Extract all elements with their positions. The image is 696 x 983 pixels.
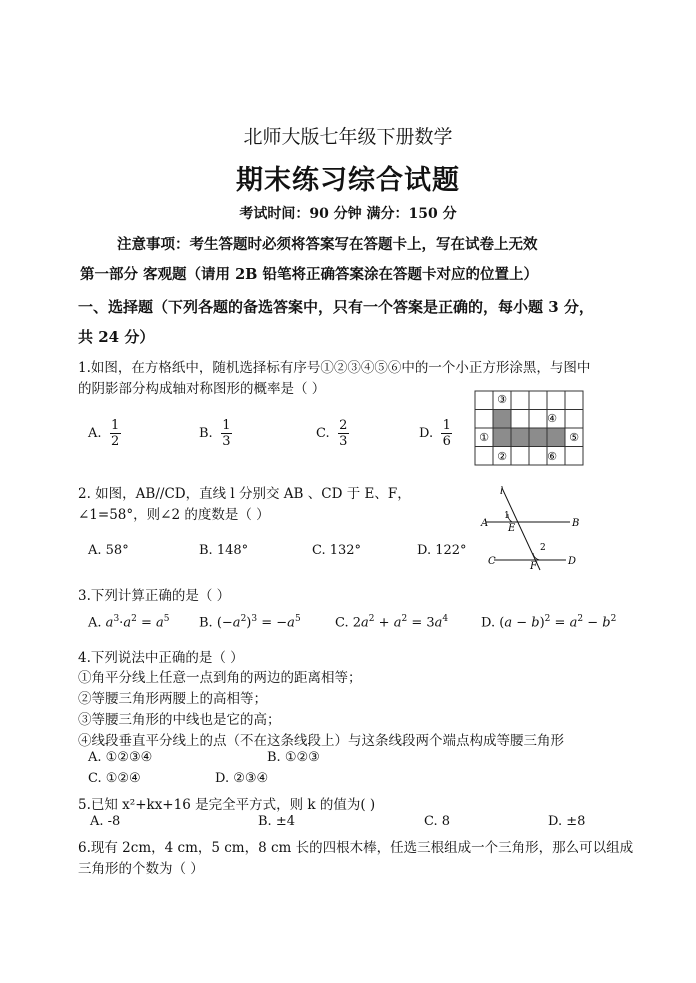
grid-cell	[475, 391, 493, 410]
grid-label-3: ③	[497, 393, 507, 406]
grid-label-1: ①	[479, 431, 489, 444]
q4-statement-2: ②等腰三角形两腰上的高相等；	[78, 691, 267, 707]
q4-stem: 4.下列说法中正确的是（ ）	[78, 650, 244, 666]
q3-option-c: C. $2a^2 + a^2 = 3a^4$	[335, 614, 449, 631]
grid-cell-shaded	[547, 428, 565, 447]
q2-option-a: A. 58°	[88, 543, 129, 558]
label-angle-1: 1	[504, 511, 510, 521]
grid-cell	[529, 391, 547, 410]
grid-label-4: ④	[547, 412, 557, 425]
label-f: F	[530, 561, 537, 572]
q3-option-d: D. $(a - b)^2 = a^2 - b^2$	[481, 614, 617, 631]
q2-option-b: B. 148°	[199, 543, 249, 558]
q4-statement-3: ③等腰三角形的中线也是它的高；	[78, 712, 281, 728]
grid-label-2: ②	[497, 450, 507, 463]
grid-cell-shaded	[511, 428, 529, 447]
grid-label-5: ⑤	[569, 431, 579, 444]
q5-option-c: C. 8	[424, 814, 451, 829]
q5-option-d: D. ±8	[548, 814, 586, 829]
q3-stem: 3.下列计算正确的是（ ）	[78, 588, 231, 604]
q2-stem-line2: ∠1=58°，则∠2 的度数是（ ）	[78, 507, 270, 523]
grid-cell	[511, 391, 529, 410]
q4-option-d: D. ②③④	[215, 771, 269, 786]
exam-title: 期末练习综合试题	[236, 165, 460, 196]
grid-cell	[475, 447, 493, 466]
q1-option-b: B. $\frac{1}{3}$	[199, 418, 231, 449]
exam-notice: 注意事项：考生答题时必须将答案写在答题卡上，写在试卷上无效	[117, 236, 538, 253]
label-angle-2: 2	[540, 543, 546, 553]
q4-option-c: C. ①②④	[88, 771, 141, 786]
angle-2-arc	[533, 553, 541, 560]
grid-cell-shaded	[529, 428, 547, 447]
q3-option-a: A. $a^3\cdot a^2 = a^5$	[88, 614, 170, 631]
grid-cell	[565, 391, 583, 410]
label-a: A	[481, 518, 489, 529]
q5-option-b: B. ±4	[258, 814, 295, 829]
label-c: C	[488, 556, 496, 567]
q1-option-c: C. $\frac{2}{3}$	[316, 418, 348, 449]
q6-stem-line2: 三角形的个数为（ ）	[78, 861, 204, 877]
q5-option-a: A. -8	[90, 814, 121, 829]
label-b: B	[572, 518, 580, 529]
part-label: 第一部分 客观题（请用 2B 铅笔将正确答案涂在答题卡对应的位置上）	[80, 266, 538, 283]
q1-option-a: A. $\frac{1}{2}$	[88, 418, 120, 449]
grid-label-6: ⑥	[547, 450, 557, 463]
exam-subtitle: 北师大版七年级下册数学	[243, 126, 453, 148]
q4-statement-1: ①角平分线上任意一点到角的两边的距离相等；	[78, 670, 362, 686]
grid-cell	[529, 410, 547, 429]
q1-option-d: D. $\frac{1}{6}$	[419, 418, 451, 449]
q4-statement-4: ④线段垂直平分线上的点（不在这条线段上）与这条线段两个端点构成等腰三角形	[78, 733, 564, 749]
q5-stem: 5.已知 x²+kx+16 是完全平方式，则 k 的值为( )	[78, 797, 376, 813]
grid-cell	[511, 410, 529, 429]
exam-info: 考试时间：90 分钟 满分：150 分	[239, 206, 457, 222]
grid-cell	[475, 410, 493, 429]
q2-parallel-lines-figure	[478, 480, 590, 572]
grid-cell-shaded	[493, 428, 511, 447]
q6-stem-line1: 6.现有 2cm，4 cm，5 cm，8 cm 长的四根木棒，任选三根组成一个三角形，那么可以组成	[78, 840, 634, 856]
q1-stem-line2: 的阴影部分构成轴对称图形的概率是（ ）	[78, 381, 326, 397]
grid-cell	[529, 447, 547, 466]
grid-cell	[547, 391, 565, 410]
q4-option-a: A. ①②③④	[88, 750, 153, 765]
grid-cell-shaded	[493, 410, 511, 429]
q4-option-b: B. ①②③	[267, 750, 320, 765]
label-e: E	[508, 523, 516, 534]
q2-option-d: D. 122°	[417, 543, 467, 558]
grid-cell	[511, 447, 529, 466]
grid-cell	[565, 447, 583, 466]
grid-cell	[565, 410, 583, 429]
section-title: 一、选择题（下列各题的备选答案中，只有一个答案是正确的，每小题 3 分，	[78, 298, 594, 316]
q1-grid-figure	[474, 390, 586, 466]
q1-stem-line1: 1.如图，在方格纸中，随机选择标有序号①②③④⑤⑥中的一个小正方形涂黑，与图中	[78, 360, 591, 376]
label-l: l	[500, 486, 504, 497]
q3-option-b: B. $(-a^2)^3 = -a^5$	[199, 614, 301, 631]
label-d: D	[568, 556, 577, 567]
section-title-cont: 共 24 分）	[78, 328, 155, 346]
q2-stem-line1: 2. 如图，AB//CD，直线 l 分别交 AB 、CD 于 E、F，	[78, 486, 411, 502]
q2-option-c: C. 132°	[312, 543, 362, 558]
